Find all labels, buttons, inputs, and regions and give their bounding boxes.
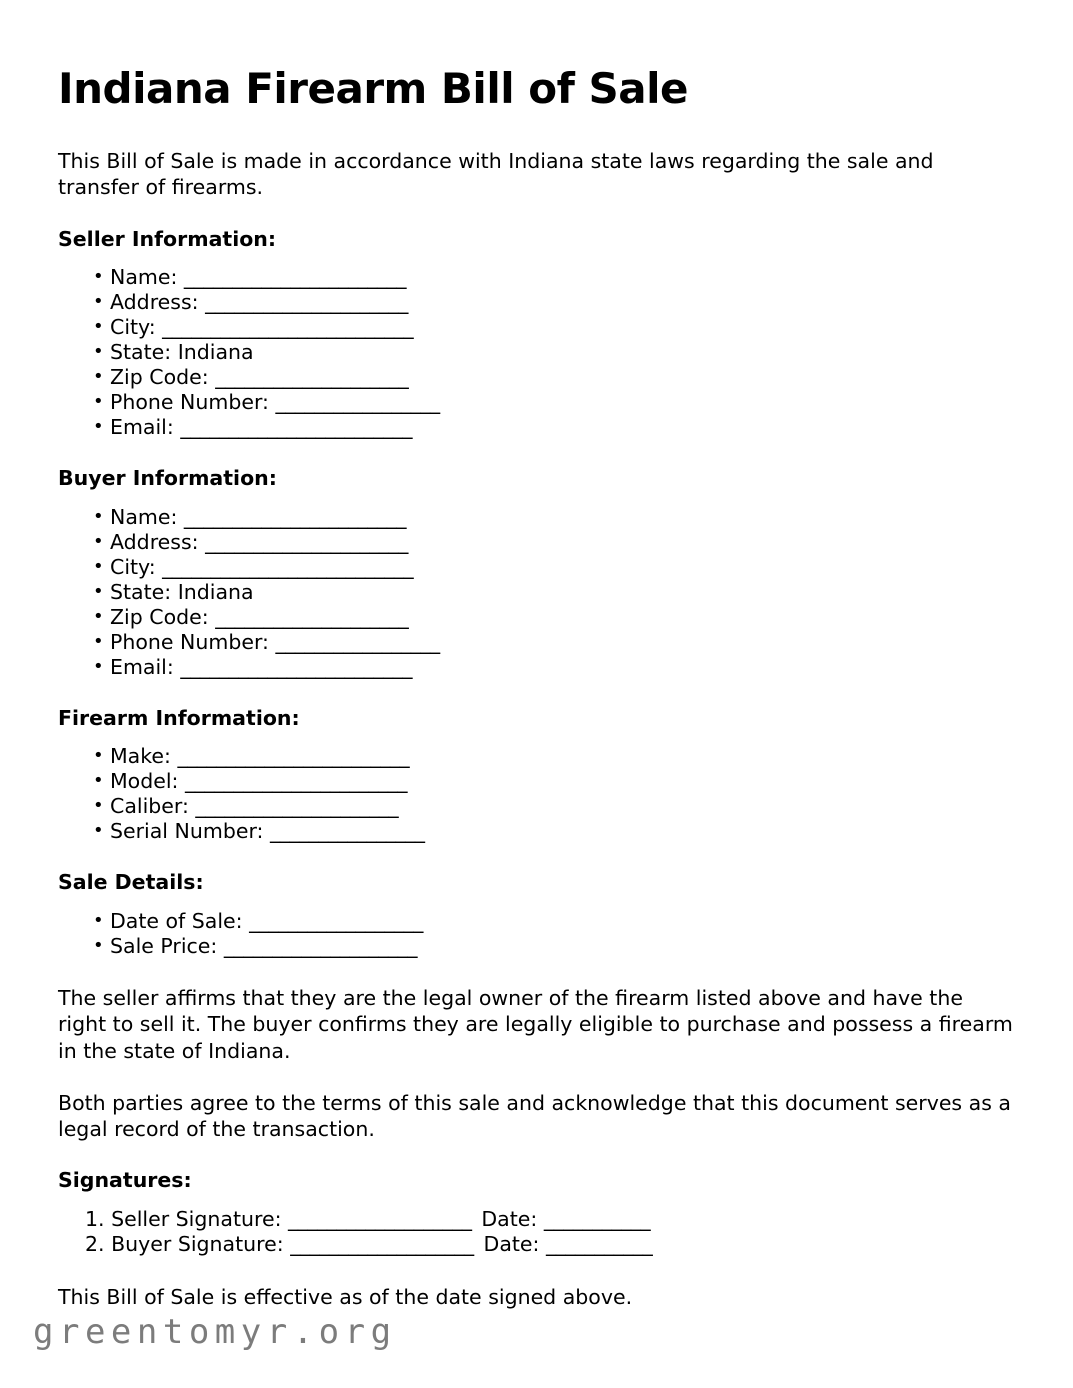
document-content: [58, 66, 1018, 1336]
buyer-field-list: [58, 505, 1018, 680]
signature-blank[interactable]: ___________________: [290, 1232, 474, 1257]
firearm-information-heading: Firearm Information:: [58, 705, 300, 730]
field-blank[interactable]: _________________: [275, 390, 440, 415]
buyer-field-address: [58, 530, 1018, 555]
field-label: Caliber:: [110, 794, 189, 819]
field-label: Model:: [110, 769, 179, 794]
firearm-field-serial-number: [58, 819, 1018, 844]
field-blank[interactable]: _________________: [275, 629, 440, 654]
field-blank[interactable]: ________________: [269, 819, 425, 844]
seller-field-name: [58, 265, 1018, 290]
field-blank[interactable]: ________________________: [177, 744, 410, 769]
sale-details-heading: Sale Details:: [58, 870, 204, 895]
field-blank[interactable]: _______________________: [185, 769, 407, 794]
sale-field-date-of-sale: [58, 909, 1018, 934]
firearm-field-model: [58, 769, 1018, 794]
field-blank[interactable]: ____________________: [215, 604, 409, 629]
buyer-field-name: [58, 505, 1018, 530]
field-blank[interactable]: ____________________: [223, 934, 417, 959]
buyer-field-state: [58, 580, 1018, 605]
field-blank[interactable]: ________________________: [180, 654, 412, 679]
date-blank[interactable]: ___________: [545, 1232, 653, 1257]
field-label: Name:: [110, 504, 178, 529]
buyer-field-zip-code: [58, 605, 1018, 630]
field-label: City:: [110, 315, 156, 340]
firearm-field-make: [58, 744, 1018, 769]
field-blank[interactable]: _____________________: [195, 794, 399, 819]
page-title: Indiana Firearm Bill of Sale: [58, 64, 688, 113]
date-label: Date:: [481, 1206, 538, 1231]
buyer-field-email: [58, 655, 1018, 680]
signature-list: [58, 1207, 1018, 1258]
firearm-field-caliber: [58, 794, 1018, 819]
field-label: Date of Sale:: [110, 909, 243, 934]
field-label: State:: [110, 579, 172, 604]
signature-row-buyer: [58, 1232, 1018, 1258]
field-blank[interactable]: _______________________: [183, 504, 406, 529]
seller-field-email: [58, 415, 1018, 440]
buyer-field-phone-number: [58, 630, 1018, 655]
sale-field-sale-price: [58, 934, 1018, 959]
list-number: 1.: [85, 1206, 105, 1231]
seller-field-city: [58, 315, 1018, 340]
list-number: 2.: [85, 1232, 105, 1257]
seller-information-heading: Seller Information:: [58, 226, 277, 251]
agreement-paragraph: Both parties agree to the terms of this sale and acknowledge that this document serves as a legal record of the transaction.: [58, 1090, 1011, 1141]
field-label: Email:: [110, 654, 174, 679]
field-label: Zip Code:: [110, 604, 209, 629]
field-value: Indiana: [177, 579, 254, 604]
field-label: Email:: [110, 415, 174, 440]
field-label: Phone Number:: [110, 390, 269, 415]
seller-field-list: [58, 265, 1018, 440]
field-label: Serial Number:: [110, 819, 264, 844]
signature-blank[interactable]: ___________________: [288, 1206, 472, 1231]
signature-label: Seller Signature:: [111, 1206, 282, 1231]
field-blank[interactable]: ________________________: [180, 415, 412, 440]
field-label: City:: [110, 554, 156, 579]
field-blank[interactable]: __________________________: [162, 554, 414, 579]
field-blank[interactable]: __________________: [249, 909, 423, 934]
field-blank[interactable]: ____________________: [215, 365, 409, 390]
affirmation-paragraph: The seller affirms that they are the legal owner of the firearm listed above and have the right to sell it. The buyer confirms they are legally eligible to purchase and possess a firearm in the state of Indiana.: [58, 986, 1013, 1063]
field-label: State:: [110, 340, 172, 365]
signatures-heading: Signatures:: [58, 1168, 192, 1193]
site-watermark: greentomyr.org: [33, 1312, 397, 1352]
field-blank[interactable]: _____________________: [205, 529, 408, 554]
field-label: Zip Code:: [110, 365, 209, 390]
intro-paragraph: This Bill of Sale is made in accordance with Indiana state laws regarding the sale and transfer of firearms.: [58, 149, 934, 200]
effective-paragraph: This Bill of Sale is effective as of the date signed above.: [58, 1285, 633, 1310]
sale-details-field-list: [58, 909, 1018, 959]
buyer-information-heading: Buyer Information:: [58, 466, 277, 491]
date-label: Date:: [483, 1232, 540, 1257]
signature-label: Buyer Signature:: [111, 1232, 284, 1257]
date-blank[interactable]: ___________: [543, 1206, 650, 1231]
signature-row-seller: [58, 1207, 1018, 1233]
seller-field-state: [58, 340, 1018, 365]
field-label: Address:: [110, 529, 199, 554]
field-label: Sale Price:: [110, 934, 218, 959]
field-blank[interactable]: _______________________: [183, 265, 406, 290]
buyer-field-city: [58, 555, 1018, 580]
field-blank[interactable]: __________________________: [162, 315, 414, 340]
field-label: Phone Number:: [110, 629, 269, 654]
seller-field-phone-number: [58, 390, 1018, 415]
field-label: Make:: [110, 744, 171, 769]
seller-field-zip-code: [58, 365, 1018, 390]
firearm-field-list: [58, 744, 1018, 844]
field-value: Indiana: [177, 340, 254, 365]
field-label: Name:: [110, 265, 178, 290]
field-blank[interactable]: _____________________: [205, 290, 408, 315]
seller-field-address: [58, 290, 1018, 315]
field-label: Address:: [110, 290, 199, 315]
